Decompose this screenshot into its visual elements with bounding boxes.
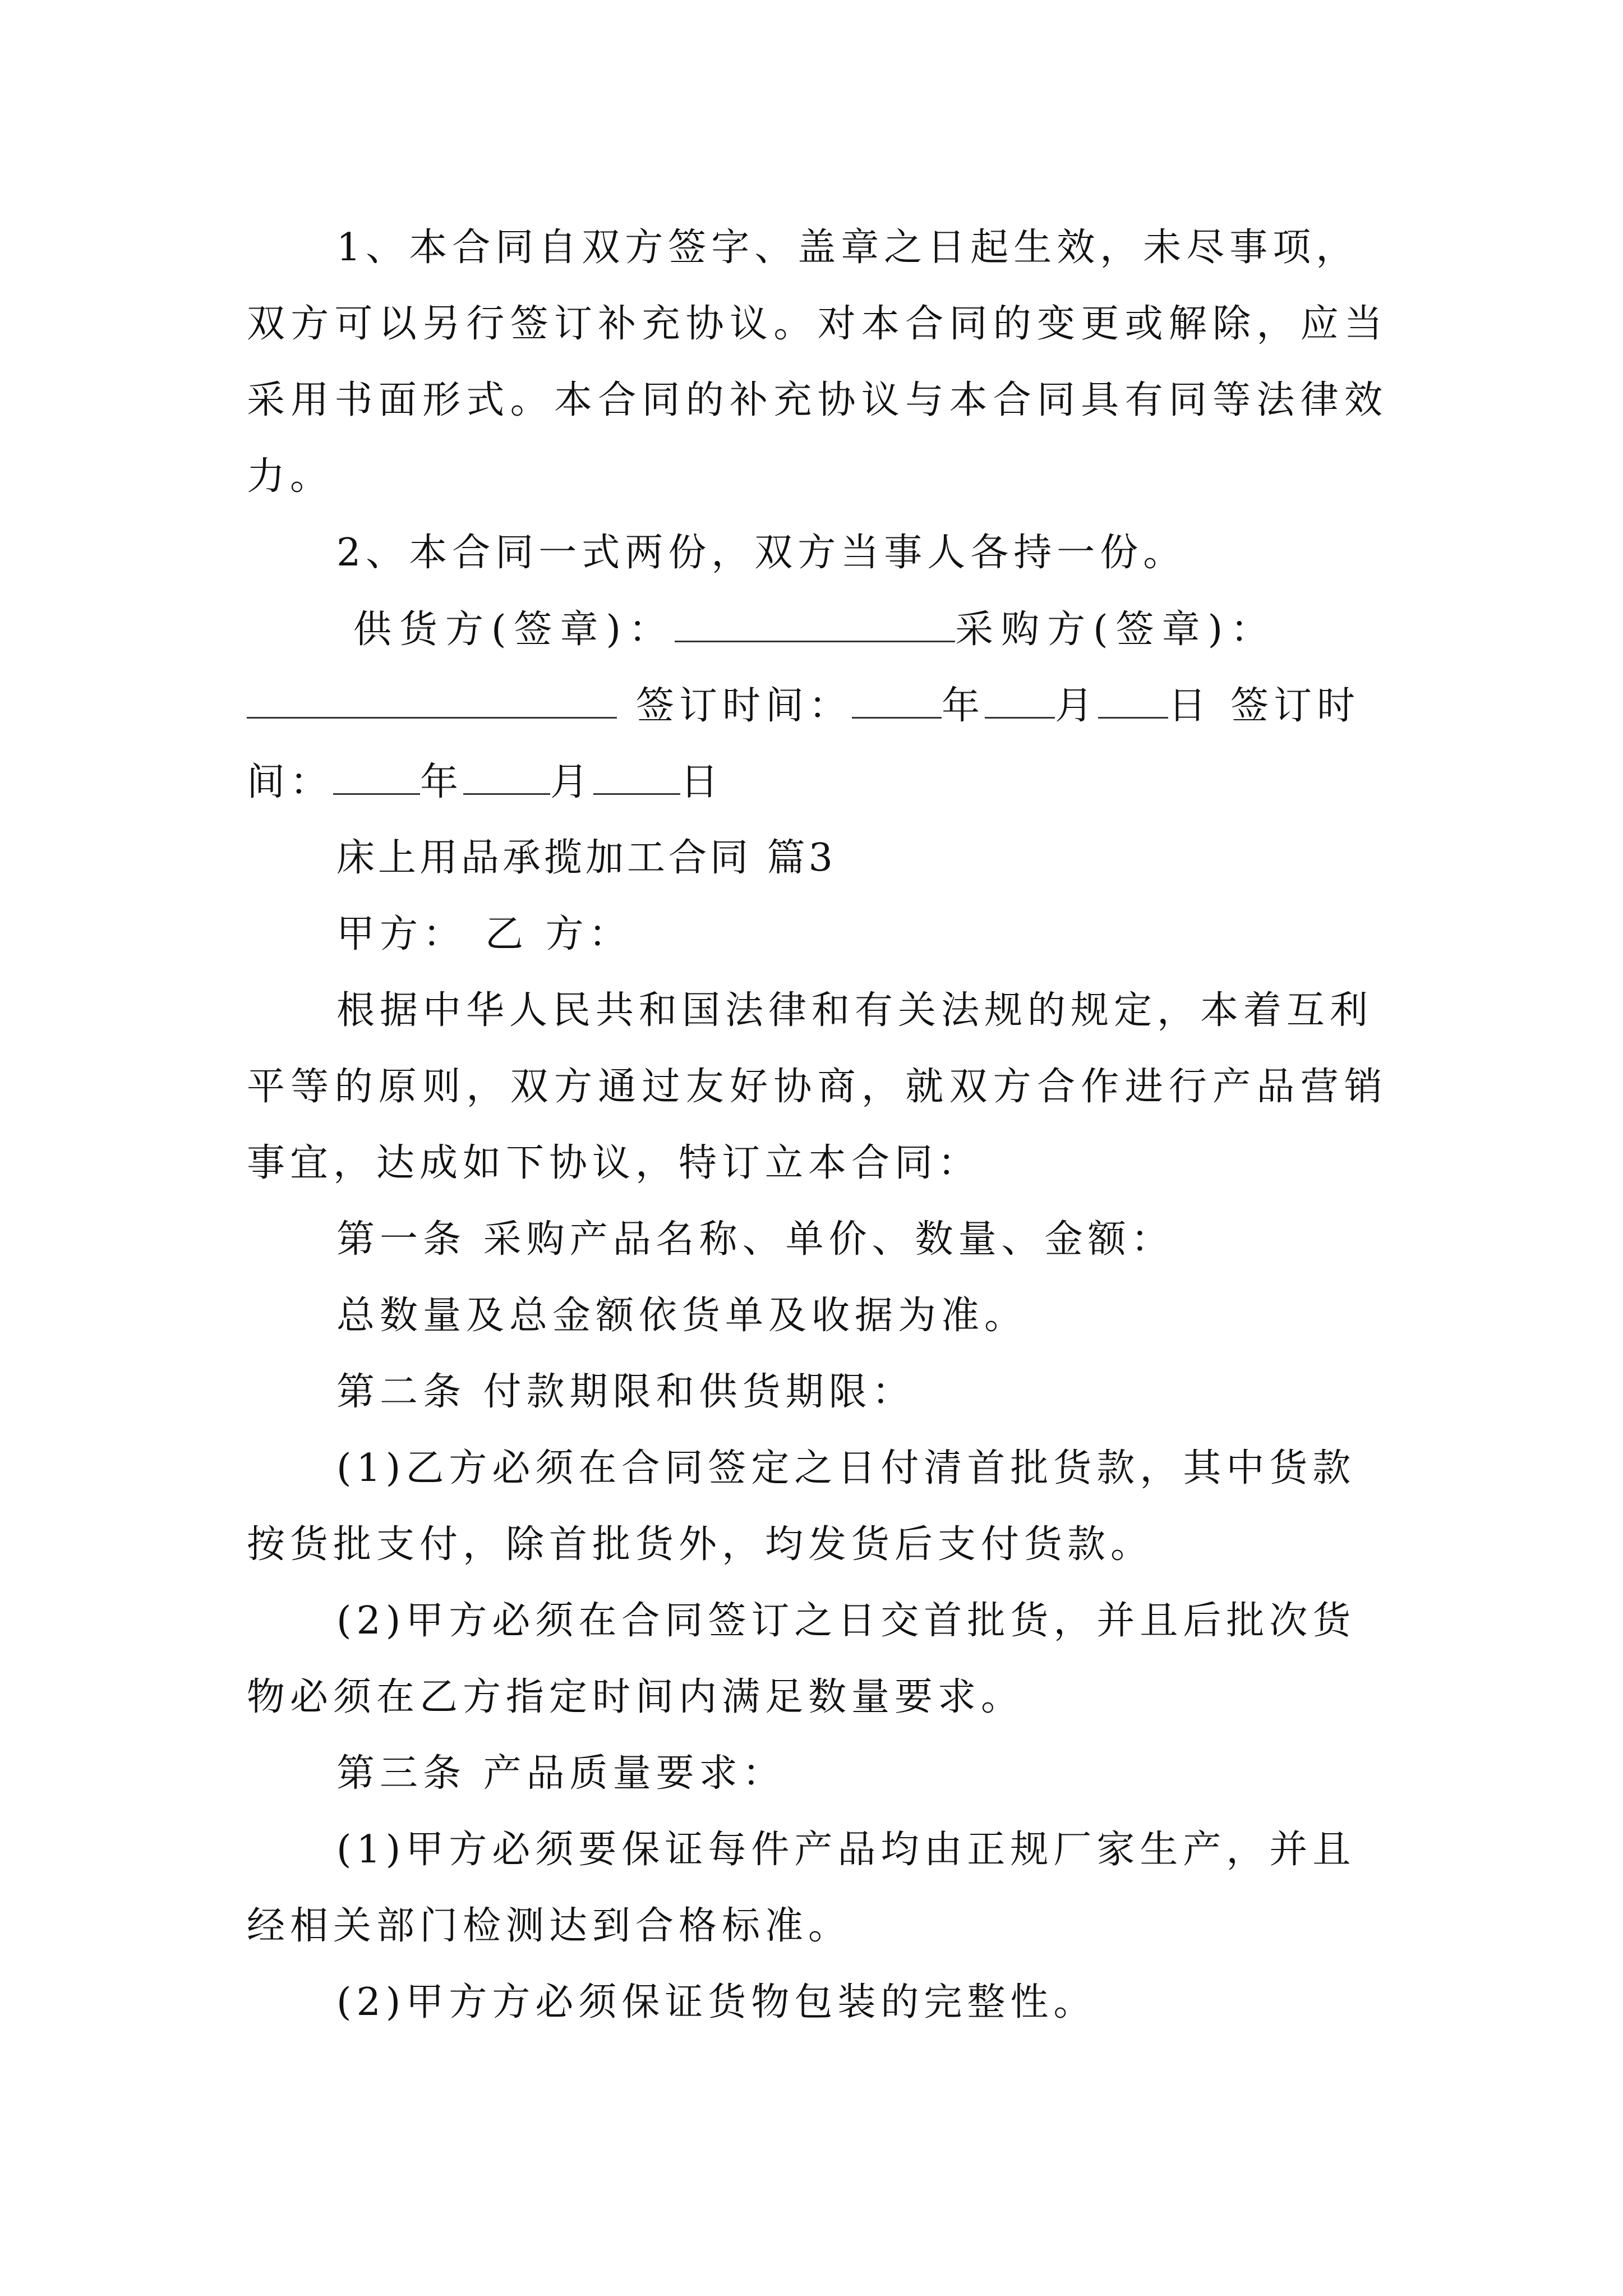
article-3-item-2: (2)甲方方必须保证货物包装的完整性。	[336, 1980, 1097, 2024]
buyer-date-label-part2: 间：	[247, 760, 334, 804]
buyer-year-label: 年	[420, 760, 464, 804]
preamble-line-2: 平等的原则，双方通过友好协商，就双方合作进行产品营销	[247, 1065, 1382, 1109]
supplier-date-label: 签订时间：	[636, 684, 852, 728]
article-3-heading: 第三条 产品质量要求：	[336, 1751, 786, 1796]
preamble-line-1: 根据中华人民共和国法律和有关法规的规定，本着互利	[336, 988, 1373, 1033]
article-3-item-1-line-2: 经相关部门检测达到合格标准。	[247, 1904, 852, 1948]
article-2-item-2-line-2: 物必须在乙方指定时间内满足数量要求。	[247, 1675, 1025, 1719]
article-3-item-1-line-1: (1)甲方必须要保证每件产品均由正规厂家生产，并且	[336, 1828, 1356, 1872]
buyer-date-label-part1: 签订时	[1230, 684, 1361, 728]
preamble-line-3: 事宜，达成如下协议，特订立本合同：	[247, 1141, 981, 1185]
clause-1-line-2: 双方可以另行签订补充协议。对本合同的变更或解除，应当	[247, 302, 1382, 346]
buyer-month-label: 月	[550, 760, 594, 804]
supplier-month-blank[interactable]	[985, 678, 1055, 719]
signature-line-2	[247, 678, 1360, 734]
buyer-day-blank[interactable]	[593, 754, 680, 795]
contract-title-3: 床上用品承揽加工合同 篇3	[336, 836, 836, 880]
clause-1-line-1: 1、本合同自双方签字、盖章之日起生效，未尽事项，	[336, 226, 1359, 270]
party-b-label: 乙 方：	[485, 912, 632, 956]
party-a-label: 甲方：	[336, 912, 467, 956]
article-1-note: 总数量及总金额依货单及收据为准。	[336, 1294, 1028, 1338]
buyer-year-blank[interactable]	[333, 754, 420, 795]
supplier-signature-label: 供货方(签章)：	[353, 608, 675, 652]
article-2-item-2-line-1: (2)甲方必须在合同签订之日交首批货，并且后批次货	[336, 1599, 1356, 1643]
supplier-signature-blank[interactable]	[675, 601, 955, 642]
buyer-day-label: 日	[680, 760, 724, 804]
supplier-month-label: 月	[1055, 684, 1099, 728]
supplier-day-label: 日	[1168, 684, 1212, 728]
supplier-year-label: 年	[942, 684, 985, 728]
article-2-item-1-line-1: (1)乙方必须在合同签定之日付清首批货款，其中货款	[336, 1446, 1356, 1490]
article-1-heading: 第一条 采购产品名称、单价、数量、金额：	[336, 1217, 1174, 1262]
buyer-signature-blank[interactable]	[247, 678, 617, 719]
buyer-month-blank[interactable]	[463, 754, 550, 795]
supplier-year-blank[interactable]	[852, 678, 942, 719]
article-2-heading: 第二条 付款期限和供货期限：	[336, 1370, 915, 1414]
clause-1-line-3: 采用书面形式。本合同的补充协议与本合同具有同等法律效	[247, 378, 1382, 422]
buyer-signature-label: 采购方(签章)：	[955, 608, 1277, 652]
signature-line-3	[247, 754, 723, 810]
signature-line-1	[353, 601, 1276, 657]
clause-2: 2、本合同一式两份，双方当事人各持一份。	[336, 531, 1187, 575]
clause-1-line-4: 力。	[247, 454, 334, 499]
parties-line	[336, 907, 632, 963]
article-2-item-1-line-2: 按货批支付，除首批货外，均发货后支付货款。	[247, 1522, 1154, 1567]
supplier-day-blank[interactable]	[1098, 678, 1168, 719]
